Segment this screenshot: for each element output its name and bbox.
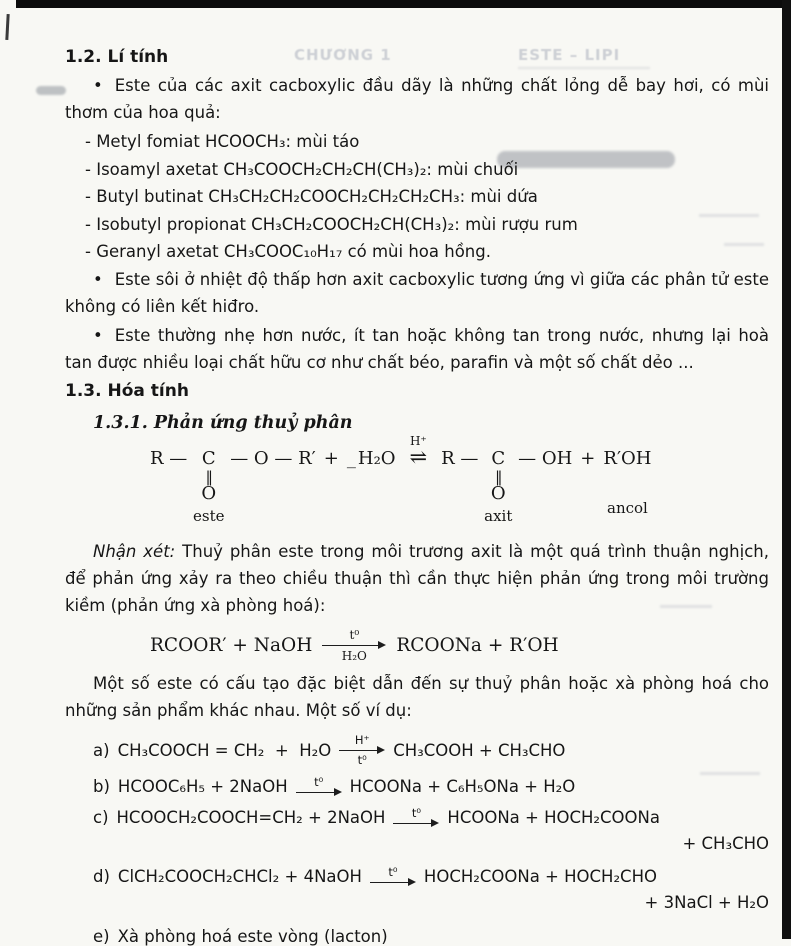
acid-chain-right: — OH <box>512 447 573 469</box>
ester-smell-item-3: - Butyl butinat CH₃CH₂CH₂COOCH₂CH₂CH₂CH₃: mùi dứa <box>85 187 538 206</box>
example-label: e) <box>93 926 110 946</box>
ester-label: este <box>193 506 225 525</box>
example-continuation-c: + CH₃CHO <box>682 833 769 853</box>
reaction-arrow <box>339 732 385 767</box>
ester-smell-item-4: - Isobutyl propionat CH₃CH₂COOCH₂CH(CH₃)₂: mùi rượu rum <box>85 214 578 234</box>
example-lhs: CH₃COOCH = CH₂ + H₂O <box>117 740 332 760</box>
arrow-condition-above: t⁰ <box>314 774 324 789</box>
example-label: d) <box>93 867 110 886</box>
physical-intro-paragraph <box>65 72 769 126</box>
arrow-glyph <box>370 878 416 887</box>
bleedthrough-page-title: ESTE – LIPI <box>518 46 621 64</box>
oxygen-atom: O <box>490 482 506 504</box>
bullet-marker: • <box>93 269 103 289</box>
example-rhs: HOCH₂COONa + HOCH₂CHO <box>423 867 657 886</box>
arrow-condition-above: t⁰ <box>388 864 398 879</box>
bullet-marker: • <box>93 76 103 95</box>
reaction-arrow <box>296 774 342 797</box>
physical-intro-text: Este của các axit cacboxylic đầu dãy là những chất lỏng dễ bay hơi, có mùi thơm của hoa quả: <box>65 76 769 122</box>
hydrolysis-equation <box>150 433 769 525</box>
arrow-condition-below: t⁰ <box>357 752 367 767</box>
page-content <box>65 44 769 946</box>
section-1-3-heading: 1.3. Hóa tính <box>65 380 189 401</box>
example-row-c <box>93 805 769 828</box>
blank-mark: _ <box>346 447 356 469</box>
arrow-condition-above: t⁰ <box>411 805 421 820</box>
example-rhs: CH₃COOH + CH₃CHO <box>393 740 566 760</box>
example-lhs: ClCH₂COOCH₂CHCl₂ + 4NaOH <box>117 867 362 886</box>
example-row-d <box>93 864 769 887</box>
remark-lead: Nhận xét: <box>93 541 176 561</box>
reaction-arrow <box>393 805 439 828</box>
boiling-point-text: Este sôi ở nhiệt độ thấp hơn axit cacboxylic tương ứng vì giữa các phân tử este không có liên kết hiđro. <box>65 269 769 316</box>
double-bond: ‖ <box>495 467 502 486</box>
example-label: a) <box>93 740 110 760</box>
saponification-equation <box>150 629 769 662</box>
reaction-arrow <box>322 629 386 662</box>
saponification-rhs: RCOONa + R′OH <box>396 634 559 656</box>
example-row-a <box>93 732 769 767</box>
ester-chain-right: — O — R′ <box>224 447 316 469</box>
example-lhs: HCOOCH₂COOCH=CH₂ + 2NaOH <box>116 808 386 827</box>
double-bond: ‖ <box>205 467 212 486</box>
arrow-glyph <box>339 746 385 755</box>
arrow-condition-above: H⁺ <box>354 732 370 747</box>
water-formula: H₂O <box>357 447 396 469</box>
boiling-point-paragraph <box>65 266 769 320</box>
example-label: b) <box>93 777 110 796</box>
subsection-1-3-1-heading: 1.3.1. Phản ứng thuỷ phân <box>93 412 353 433</box>
ester-chain-left: R — <box>150 447 193 469</box>
h-plus-condition: H⁺ <box>409 433 427 448</box>
example-lhs: HCOOC₆H₅ + 2NaOH <box>117 777 288 796</box>
alcohol-product <box>603 448 651 516</box>
example-row-e <box>93 927 769 946</box>
ester-smell-item-1: - Metyl fomiat HCOOCH₃: mùi táo <box>85 132 360 151</box>
plus-sign: + <box>580 447 596 469</box>
scan-top-edge <box>16 0 791 8</box>
example-label: c) <box>93 808 109 827</box>
bleedthrough-chapter-label: CHƯƠNG 1 <box>294 46 392 64</box>
ester-smell-item-2: - Isoamyl axetat CH₃COOCH₂CH₂CH(CH₃)₂: mùi chuối <box>85 159 519 179</box>
scan-left-tick <box>5 14 9 40</box>
remark-text: Thuỷ phân este trong môi trương axit là một quá trình thuận nghịch, để phản ứng xảy ra theo chiều thuận thì cần thực hiện phản ứng trong môi trường kiềm (phản ứng xà phòng hoá): <box>65 541 769 615</box>
carbonyl-group-acid <box>484 448 512 524</box>
carbon-atom: C <box>491 447 506 469</box>
temperature-condition: t⁰ <box>349 627 360 642</box>
arrow-glyph <box>296 788 342 797</box>
scan-right-edge <box>782 0 791 939</box>
solubility-paragraph <box>65 322 769 376</box>
carbonyl-group-ester <box>193 448 224 524</box>
example-continuation-d: + 3NaCl + H₂O <box>644 892 769 912</box>
alcohol-label: ancol <box>607 498 648 517</box>
acid-label: axit <box>484 506 513 525</box>
carbon-atom: C <box>201 447 216 469</box>
example-rhs: HCOONa + C₆H₅ONa + H₂O <box>349 777 576 796</box>
ink-smudge <box>36 86 66 95</box>
example-row-b <box>93 774 769 797</box>
example-text: Xà phòng hoá este vòng (lacton) <box>117 926 388 946</box>
section-1-2-heading: 1.2. Lí tính <box>65 47 169 67</box>
plus-sign: + <box>323 447 339 469</box>
solvent-condition: H₂O <box>341 648 367 663</box>
equilibrium-glyph: ⇌ <box>409 444 428 469</box>
examples-intro-paragraph: Một số este có cấu tạo đặc biệt dẫn đến sự thuỷ phân hoặc xà phòng hoá cho những sản phẩm khác nhau. Một số ví dụ: <box>65 673 769 720</box>
equilibrium-arrow <box>410 435 428 467</box>
arrow-glyph <box>393 819 439 828</box>
acid-chain-left: R — <box>441 447 485 469</box>
bullet-marker: • <box>93 325 103 345</box>
solubility-text: Este thường nhẹ hơn nước, ít tan hoặc không tan trong nước, nhưng lại hoà tan được nhiều loại chất hữu cơ như chất béo, parafin và một số chất dẻo ... <box>65 325 769 372</box>
saponification-lhs: RCOOR′ + NaOH <box>150 634 313 656</box>
reaction-arrow <box>370 864 416 887</box>
remark-paragraph <box>65 538 769 619</box>
arrow-glyph <box>322 641 386 650</box>
alcohol-formula: R′OH <box>603 447 652 469</box>
ester-smell-item-5: - Geranyl axetat CH₃COOC₁₀H₁₇ có mùi hoa hồng. <box>85 242 491 261</box>
example-rhs: HCOONa + HOCH₂COONa <box>447 808 660 827</box>
oxygen-atom: O <box>201 482 217 504</box>
